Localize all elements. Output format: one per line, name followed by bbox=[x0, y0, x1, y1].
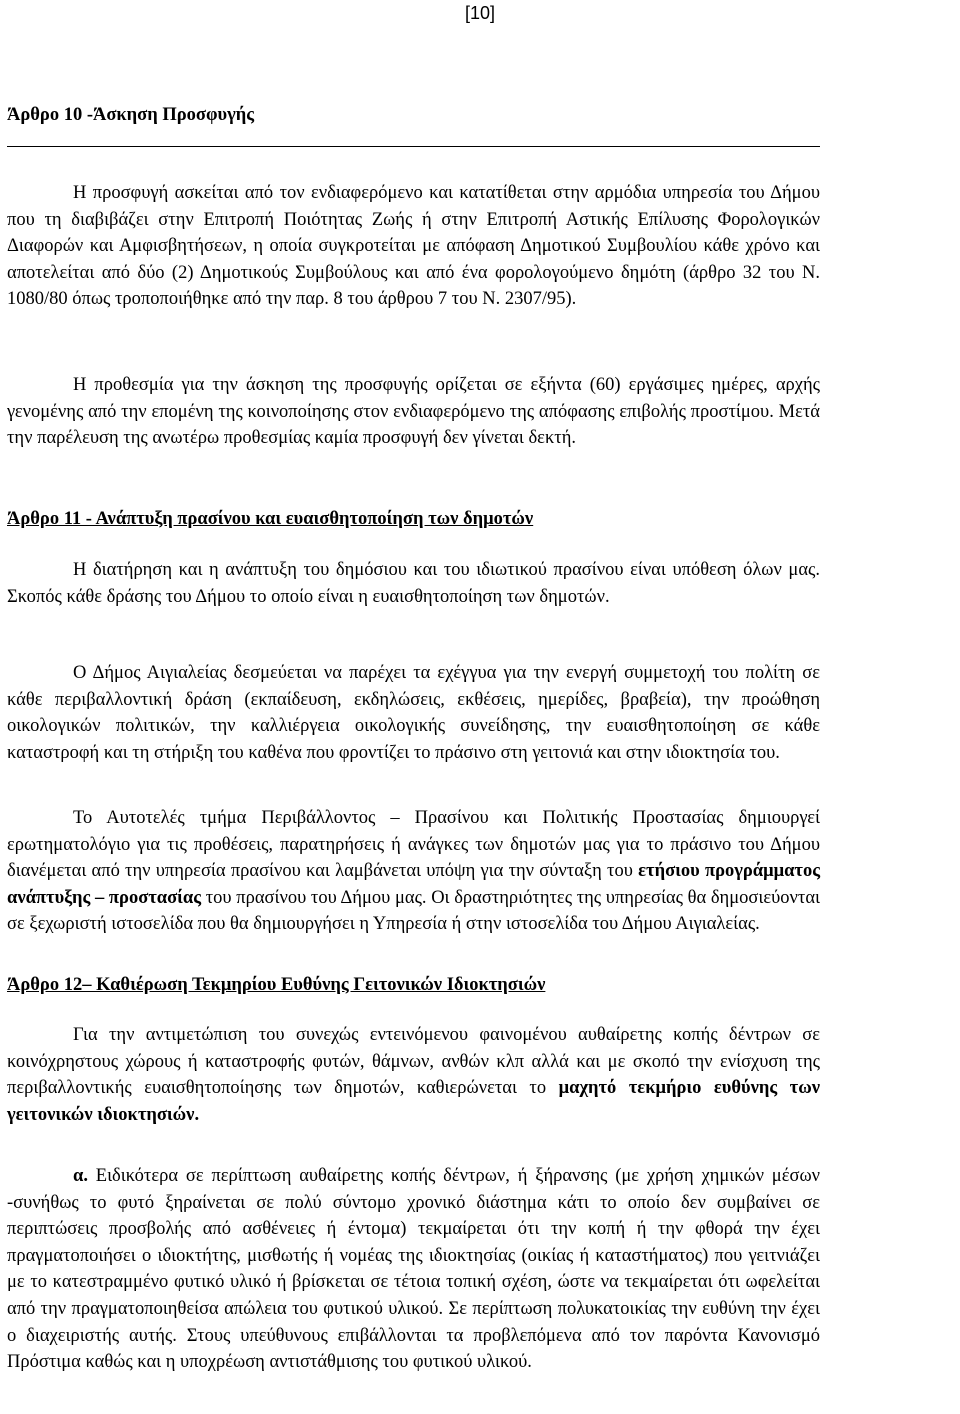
article-12-paragraph-1 bbox=[7, 1022, 820, 1128]
item-alpha-marker: α. bbox=[73, 1166, 88, 1186]
article-11-paragraph-2: Ο Δήμος Αιγιαλείας δεσμεύεται να παρέχει τα εχέγγυα για την ενεργή συμμετοχή του πολίτη σε κάθε περιβαλλοντική δράση (εκπαίδευση, εκδηλώσεις, εκθέσεις, ημερίδες, βραβεία), την προώθηση οικολογικών πολιτικών, την καλλιέργεια οικολογικής συνείδησης, την ευαισθητοποίηση σε κάθε καταστροφή και τη στήριξη του καθένα που φροντίζει το πράσινο στη γειτονιά και στην ιδιοκτησία του. bbox=[7, 663, 820, 763]
article-10-paragraph-1: Η προσφυγή ασκείται από τον ενδιαφερόμενο και κατατίθεται στην αρμόδια υπηρεσία του Δήμου που τη διαβιβάζει στην Επιτροπή Ποιότητας Ζωής ή στην Επιτροπή Αστικής Επίλυσης Φορολογικών Διαφορών και Αμφισβητήσεων, η οποία συγκροτείται με απόφαση Δημοτικού Συμβουλίου κάθε χρόνο και αποτελείται από δύο (2) Δημοτικούς Συμβούλους και από ένα φορολογούμενο δημότη (άρθρο 32 του Ν. 1080/80 όπως τροποποιήθηκε από την παρ. 8 του άρθρου 7 του Ν. 2307/95). bbox=[7, 183, 820, 310]
page-number: [10] bbox=[464, 3, 496, 23]
article-10-paragraph-2: Η προθεσμία για την άσκηση της προσφυγής ορίζεται σε εξήντα (60) εργάσιμες ημέρες, αρχής γενομένης από την επομένη της κοινοποίησης στον ενδιαφερόμενο της απόφασης επιβολής προστίμου. Μετά την παρέλευση της ανωτέρω προθεσμίας καμία προσφυγή δεν γίνεται δεκτή. bbox=[7, 375, 820, 449]
annual-program-emphasis: ετήσιου προγράμματος ανάπτυξης – προστασίας bbox=[7, 861, 821, 908]
section-divider bbox=[7, 146, 820, 147]
article-12-heading: Άρθρο 12– Καθιέρωση Τεκμηρίου Ευθύνης Γειτονικών Ιδιοκτησιών bbox=[7, 975, 546, 995]
article-12-paragraph-2 bbox=[7, 1163, 820, 1376]
article-11-paragraph-1: Η διατήρηση και η ανάπτυξη του δημόσιου και του ιδιωτικού πρασίνου είναι υπόθεση όλων μας. Σκοπός κάθε δράσης του Δήμου το οποίο είναι η ευαισθητοποίηση των δημοτών. bbox=[7, 560, 820, 607]
article-11-p3-text-end: του πρασίνου του Δήμου μας. Οι δραστηριότητες της υπηρεσίας θα δημοσιεύονται σε ξεχωριστή ιστοσελίδα που θα δημιουργήσει η Υπηρεσία ή στην ιστοσελίδα του Δήμου Αιγιαλείας. bbox=[7, 887, 820, 935]
liability-presumption-emphasis: μαχητό τεκμήριο ευθύνης των γειτονικών ιδιοκτησιών. bbox=[7, 1078, 820, 1125]
article-11-p3-text-start: Το Αυτοτελές τμήμα Περιβάλλοντος – Πρασίνου και Πολιτικής Προστασίας δημιουργεί ερωτηματολόγιο για τις προθέσεις, παρατηρήσεις ή ανάγκες των δημοτών μας για το πράσινο του Δήμου διανέμεται από την υπηρεσία πρασίνου και λαμβάνεται υπόψη για την σύνταξη του bbox=[7, 808, 820, 882]
article-12-p2-text: Ειδικότερα σε περίπτωση αυθαίρετης κοπής δέντρων, ή ξήρανσης (με χρήση χημικών μέσων -συνήθως το φυτό ξηραίνεται σε πολύ σύντομο χρονικό διάστημα κάτι το οποίο δεν συμβαίνει σε περιπτώσεις προσβολής από ασθένειες ή έντομα) τεκμαίρεται ότι την κοπή ή την φθορά την έχει πραγματοποιήσει ο ιδιοκτήτης, μισθωτής ή νομέας της ιδιοκτησίας (οικίας ή καταστήματος) που γειτνιάζει με το κατεστραμμένο φυτικό υλικό ή βρίσκεται σε τέτοια τοπική σχέση, ώστε να τεκμαίρεται ότι ωφελείται από την πραγματοποιηθείσα απώλεια του φυτικού υλικού. Σε περίπτωση πολυκατοικίας την ευθύνη την έχει ο διαχειριστής αυτής. Στους υπεύθυνους επιβάλλονται τα προβλεπόμενα από τον παρόντα Κανονισμό Πρόστιμα καθώς και η υποχρέωση αντιστάθμισης του φυτικού υλικού. bbox=[7, 1166, 820, 1373]
article-12-p1-text: Για την αντιμετώπιση του συνεχώς εντεινόμενου φαινομένου αυθαίρετης κοπής δέντρων σε κοινόχρηστους χώρους ή καταστροφής φυτών, θάμνων, ανθών κλπ αλλά και με σκοπό την ενίσχυση της περιβαλλοντικής ευαισθητοποίησης των δημοτών, καθιερώνεται το bbox=[7, 1025, 820, 1099]
article-11-paragraph-3 bbox=[7, 805, 820, 938]
article-11-heading: Άρθρο 11 - Ανάπτυξη πρασίνου και ευαισθητοποίηση των δημοτών bbox=[7, 509, 534, 529]
article-10-heading: Άρθρο 10 -Άσκηση Προσφυγής bbox=[7, 105, 255, 125]
